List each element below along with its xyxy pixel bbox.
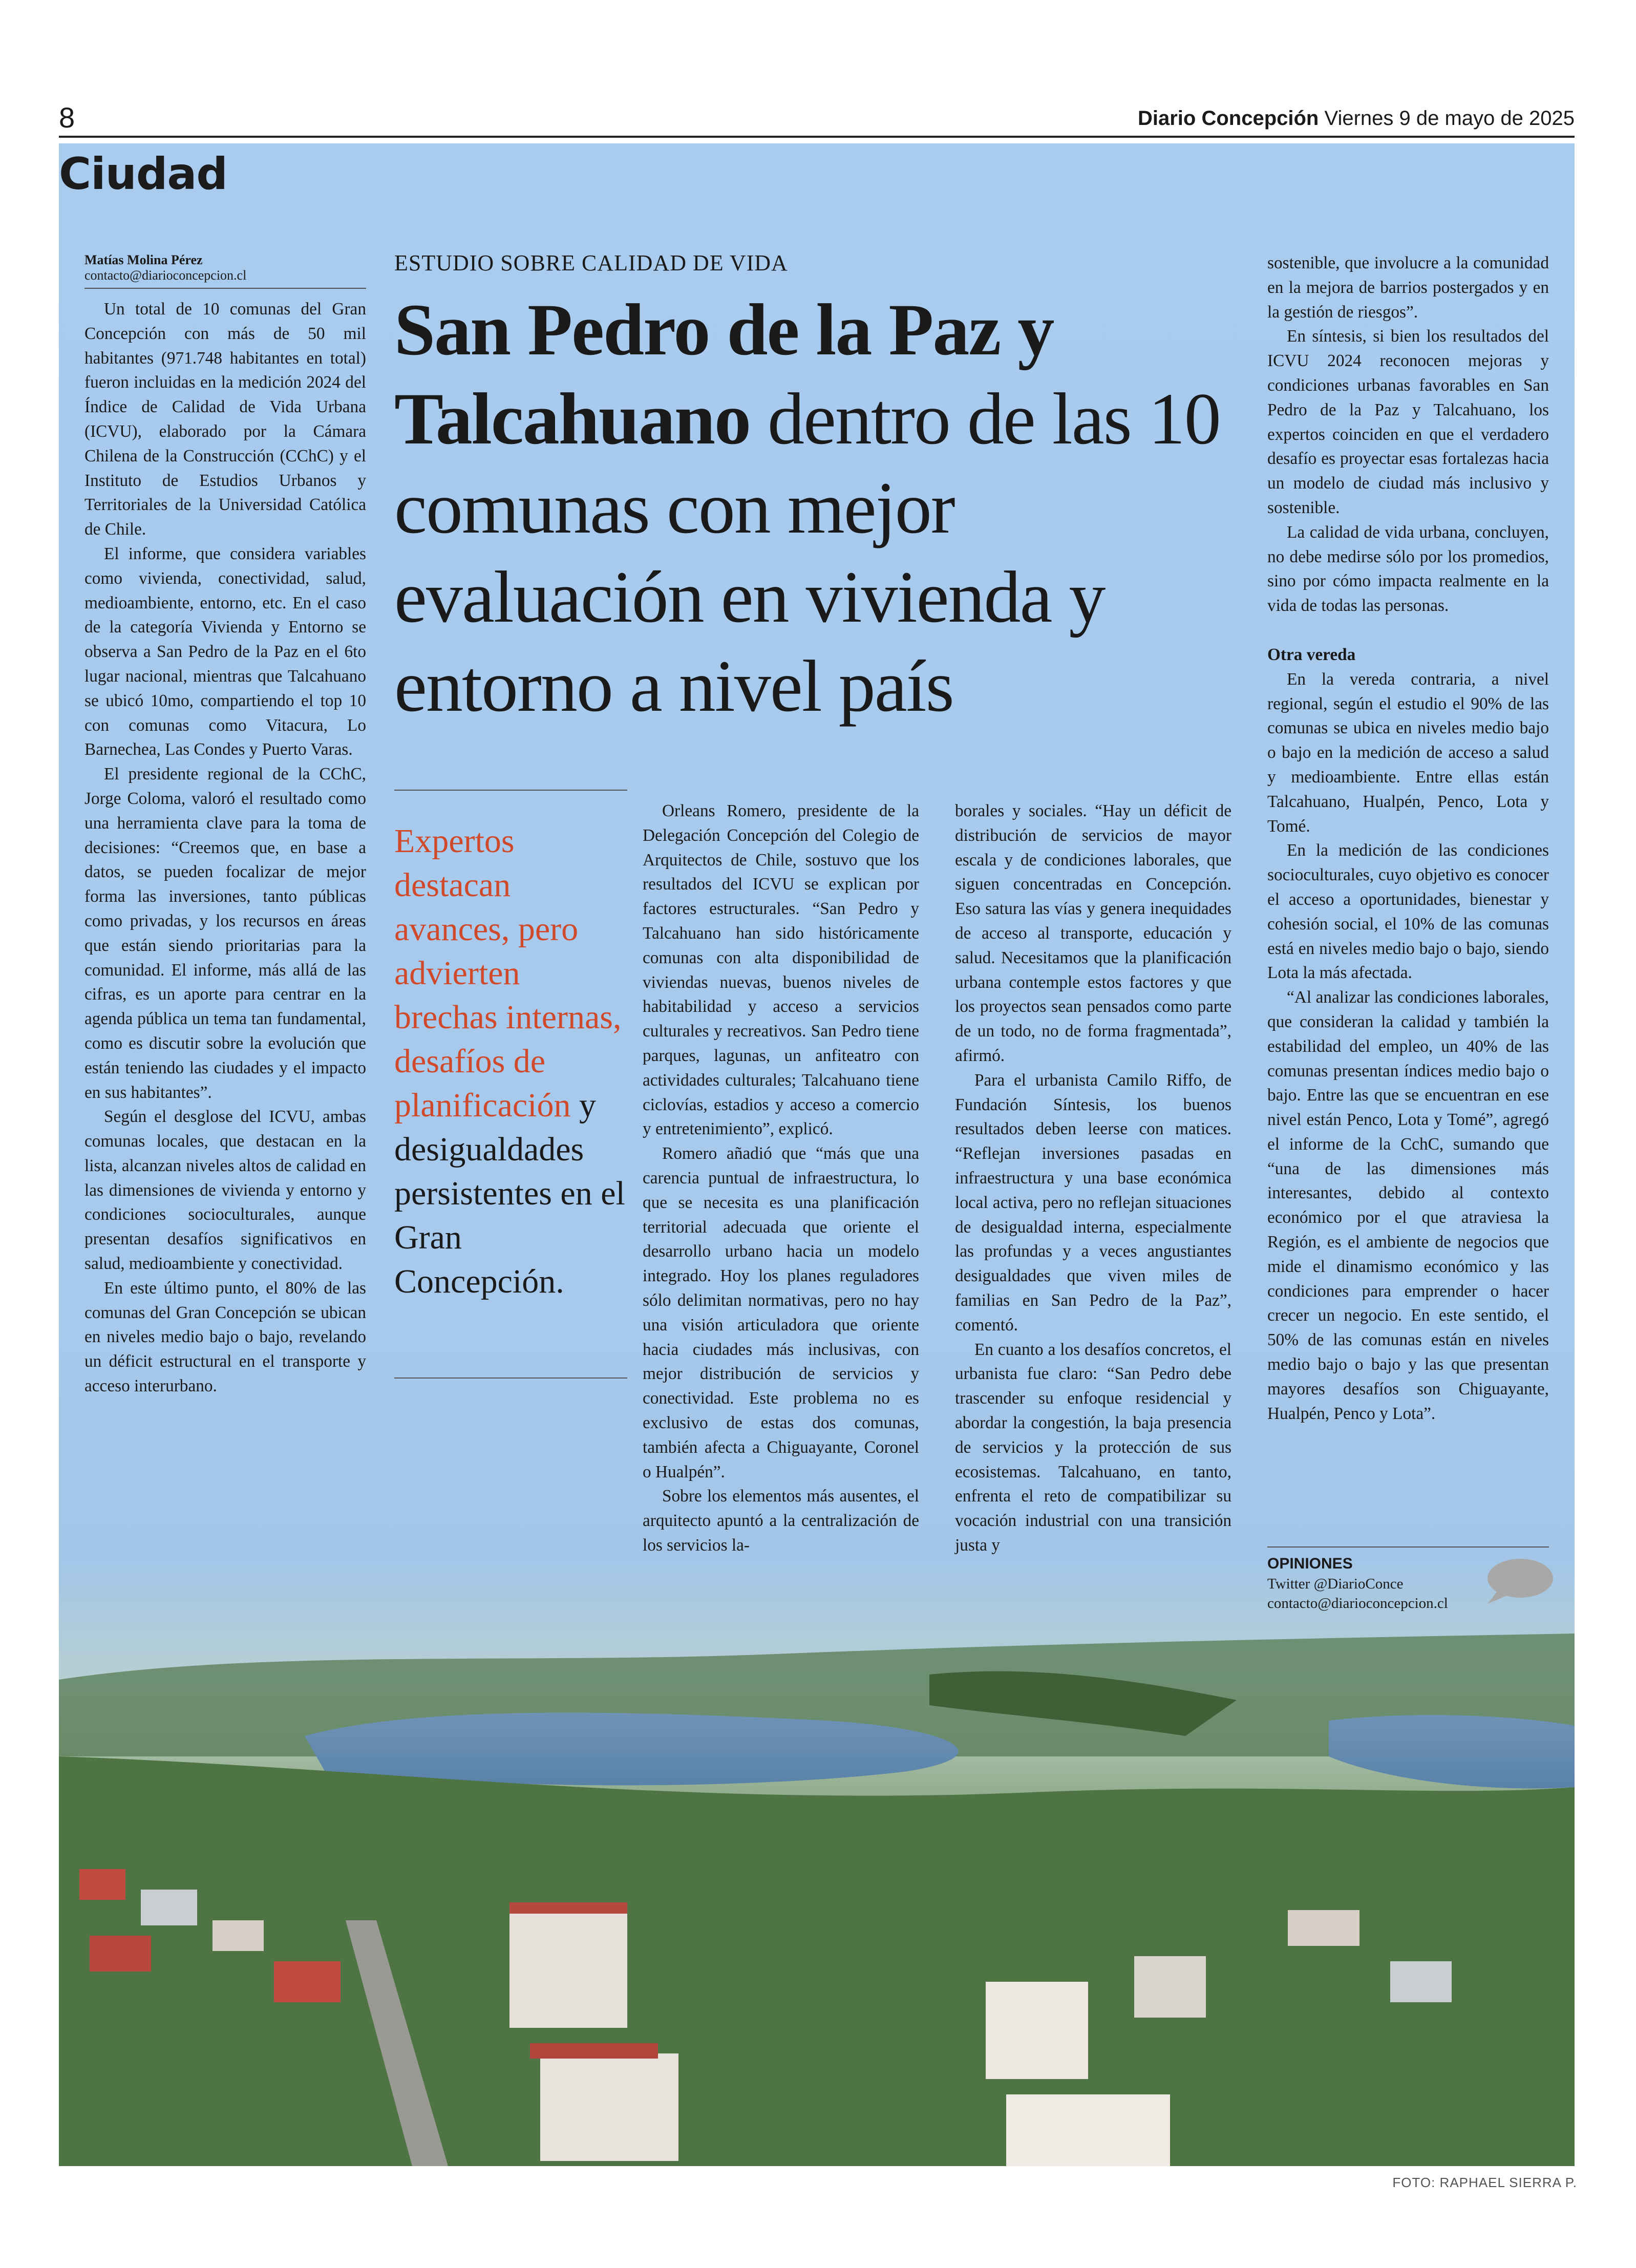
subhead: Otra vereda [1267, 645, 1356, 664]
opinions-email[interactable]: contacto@diarioconcepcion.cl [1267, 1595, 1448, 1612]
article-panel [59, 143, 1575, 2166]
paragraph: Romero añadió que “más que una carencia puntual de infraestructura, lo que se necesita es una planificación territorial adecuada que oriente el desarrollo urbano hacia un modelo integrado. Hoy los planes reguladores sólo delimitan normativas, pero no hay una visión articuladora que oriente hacia ciudades más inclusivas, con mejor distribución de servicios y conectividad. Este problema no es exclusivo de estas dos comunas, también afecta a Chiguayante, Coronel o Hualpén”. [643, 1144, 919, 1481]
paragraph: borales y sociales. “Hay un déficit de distribución de servicios de mayor escala y de condiciones laborales, que siguen concentradas en Concepción. Eso satura las vías y genera inequidades de acceso al transporte, educación y salud. Necesitamos que la planificación urbana contemple estos factores y que los proyectos sean pensados como parte de un todo, no de forma fragmentada”, afirmó. [955, 801, 1231, 1065]
speech-bubble-icon [1482, 1557, 1554, 1606]
paragraph: La calidad de vida urbana, concluyen, no debe medirse sólo por los promedios, sino por cómo impacta realmente en la vida de todas las personas. [1267, 522, 1549, 616]
paragraph: “Al analizar las condiciones laborales, que consideran la calidad y también la estabilidad del empleo, un 40% de las comunas presentan índices medio bajo o bajo. Entre las que se encuentran en ese nivel están Penco, Lota y Tomé”, agregó el informe de la CchC, sumando que “una de las dimensiones más interesantes, debido al contexto económico por el que atraviesa la Región, es el ambiente de negocios que mide el dinamismo económico y las condiciones para emprender o hacer crecer un negocio. En este sentido, el 50% de las comunas están en niveles medio bajo o bajo y las que presentan mayores desafíos son Chiguayante, Hualpén, Penco y Lota”. [1267, 988, 1549, 1423]
paragraph: En la medición de las condiciones socioculturales, cuyo objetivo es conocer el acceso a oportunidades, bienestar y cohesión social, el 10% de las comunas está en niveles medio bajo o bajo, siendo Lota la más afectada. [1267, 841, 1549, 983]
kicker: ESTUDIO SOBRE CALIDAD DE VIDA [394, 250, 788, 275]
body-column-4 [955, 799, 1231, 1558]
body-column-5 [1267, 251, 1549, 1426]
body-column-3 [643, 799, 919, 1558]
author-name: Matías Molina Pérez [84, 252, 203, 267]
paragraph: Para el urbanista Camilo Riffo, de Fundación Síntesis, los buenos resultados deben leerse con matices. “Reflejan inversiones pasadas en infraestructura y una base económica local activa, pero no reflejan situaciones de desigualdad interna, especialmente las profundas y a veces angustiantes desigualdades que viven miles de familias en San Pedro de la Paz”, comentó. [955, 1070, 1231, 1334]
author-email: contacto@diarioconcepcion.cl [84, 268, 247, 283]
headline-rest: dentro de las 10 comunas con mejor evaluación en vivienda y entorno a nivel país [394, 378, 1220, 727]
page-header [59, 100, 1575, 138]
deck [394, 819, 630, 1304]
paragraph: Un total de 10 comunas del Gran Concepción con más de 50 mil habitantes (971.748 habitantes en total) fueron incluidas en la medición 2024 del Índice de Calidad de Vida Urbana (ICVU), elaborado por la Cámara Chilena de la Construcción (CChC) y el Instituto de Estudios Urbanos y Territoriales de la Universidad Católica de Chile. [84, 300, 366, 539]
divider [394, 790, 627, 791]
issue-date: Viernes 9 de mayo de 2025 [1324, 107, 1575, 130]
paragraph: Sobre los elementos más ausentes, el arquitecto apuntó a la centralización de los servicios la- [643, 1487, 919, 1555]
opinions-title: OPINIONES [1267, 1555, 1353, 1572]
paragraph: sostenible, que involucre a la comunidad en la mejora de barrios postergados y en la gestión de riesgos”. [1267, 253, 1549, 322]
headline [394, 286, 1265, 731]
photo-credit: FOTO: RAPHAEL SIERRA P. [1392, 2175, 1577, 2190]
paragraph: El presidente regional de la CChC, Jorge Coloma, valoró el resultado como una herramienta clave para la toma de decisiones: “Creemos que, en base a datos, se pueden focalizar de mejor forma las inversiones, tanto públicas como privadas, y los recursos en áreas que están siendo prioritarias para la comunidad. El informe, más allá de las cifras, es un aporte para centrar en la agenda pública un tema tan fundamental, como es discutir sobre la evolución que están teniendo las ciudades y el impacto en sus habitantes”. [84, 765, 366, 1102]
paragraph: El informe, que considera variables como vivienda, conectividad, salud, medioambiente, entorno, etc. En el caso de la categoría Vivienda y Entorno se observa a San Pedro de la Paz en el 6to lugar nacional, mientras que Talcahuano se ubicó 10mo, compartiendo el top 10 con comunas como Vitacura, Lo Barnechea, Las Condes y Puerto Varas. [84, 544, 366, 759]
paragraph: Según el desglose del ICVU, ambas comunas locales, que destacan en la lista, alcanzan niveles altos de calidad en las dimensiones de vivienda y entorno y condiciones socioculturales, aunque presentan desafíos significativos en salud, medioambiente y conectividad. [84, 1107, 366, 1274]
aerial-photo [59, 1603, 1575, 2166]
headline-bold: San Pedro de la Paz y Talcahuano [394, 289, 1054, 460]
body-column-1 [84, 297, 366, 1398]
divider [1267, 1546, 1549, 1548]
masthead [1138, 103, 1575, 134]
page-number: 8 [59, 101, 75, 134]
paragraph: En este último punto, el 80% de las comunas del Gran Concepción se ubican en niveles medio bajo o bajo, revelando un déficit estructural en el transporte y acceso interurbano. [84, 1278, 366, 1396]
paragraph: Orleans Romero, presidente de la Delegación Concepción del Colegio de Arquitectos de Chile, sostuvo que los resultados del ICVU se explican por factores estructurales. “San Pedro y Talcahuano han sido históricamente comunas con alta disponibilidad de viviendas nuevas, buenos niveles de habitabilidad y acceso a servicios culturales y recreativos. San Pedro tiene parques, lagunas, un anfiteatro con actividades culturales; Talcahuano tiene ciclovías, estadios y acceso a comercio y entretenimiento”, explicó. [643, 801, 919, 1139]
newspaper-name: Diario Concepción [1137, 107, 1319, 130]
deck-rest: y desigualdades persistentes en el Gran Concepción. [394, 1087, 625, 1300]
divider [394, 1377, 627, 1379]
opinions-twitter[interactable]: Twitter @DiarioConce [1267, 1576, 1404, 1592]
paragraph: En la vereda contraria, a nivel regional, según el estudio el 90% de las comunas se ubica en niveles medio bajo o bajo en la medición de acceso a salud y medioambiente. Entre ellas están Talcahuano, Hualpén, Penco, Lota y Tomé. [1267, 669, 1549, 836]
paragraph: En cuanto a los desafíos concretos, el urbanista fue claro: “San Pedro debe trascender su enfoque residencial y abordar la congestión, la baja presencia de servicios y la protección de sus ecosistemas. Talcahuano, en tanto, enfrenta el reto de compatibilizar su vocación industrial con una transición justa y [955, 1340, 1231, 1555]
section-title: Ciudad [59, 149, 227, 200]
divider [84, 288, 366, 289]
paragraph: En síntesis, si bien los resultados del ICVU 2024 reconocen mejoras y condiciones urbanas favorables en San Pedro de la Paz y Talcahuano, los expertos coinciden en que el verdadero desafío es proyectar esas fortalezas hacia un modelo de ciudad más inclusivo y sostenible. [1267, 327, 1549, 517]
deck-highlight: Expertos destacan avances, pero advierten brechas internas, desafíos de planificación [394, 822, 622, 1124]
